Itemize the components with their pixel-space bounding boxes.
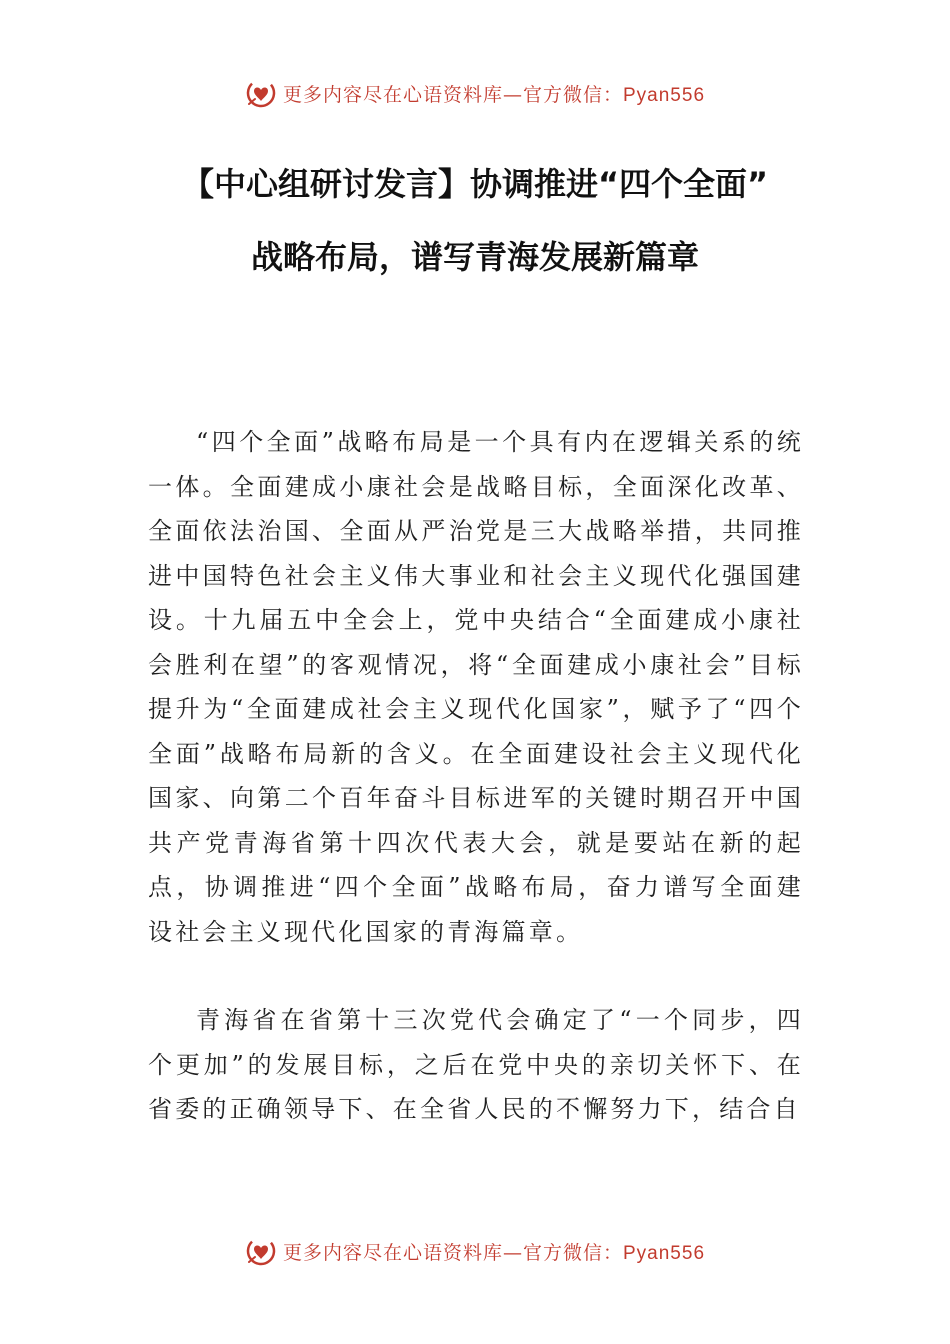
header-watermark-banner bbox=[0, 73, 950, 113]
header-wechat-id: Pyan556 bbox=[623, 84, 706, 106]
title-line-2: 战略布局，谱写青海发展新篇章 bbox=[250, 238, 699, 276]
footer-wechat-id: Pyan556 bbox=[623, 1242, 706, 1264]
title-line-1: 【中心组研讨发言】协调推进“四个全面” bbox=[181, 165, 769, 203]
document-title bbox=[0, 148, 950, 294]
footer-watermark-banner bbox=[0, 1231, 950, 1271]
paragraph-1: “四个全面”战略布局是一个具有内在逻辑关系的统一体。全面建成小康社会是战略目标，全面深化改革、全面依法治国、全面从严治党是三大战略举措，共同推进中国特色社会主义伟大事业和社会主义现代化强国建设。十九届五中全会上，党中央结合“全面建成小康社会胜利在望”的客观情况，将“全面建成小康社会”目标提升为“全面建成社会主义现代化国家”，赋予了“四个全面”战略布局新的含义。在全面建设社会主义现代化国家、向第二个百年奋斗目标进军的关键时期召开中国共产党青海省第十四次代表大会，就是要站在新的起点，协调推进“四个全面”战略布局，奋力谱写全面建设社会主义现代化国家的青海篇章。 bbox=[148, 428, 804, 946]
footer-banner-text: 更多内容尽在心语资料库—官方微信：Pyan556 bbox=[282, 1241, 706, 1264]
paragraph-2: 青海省在省第十三次党代会确定了“一个同步，四个更加”的发展目标，之后在党中央的亲切关怀下、在省委的正确领导下、在全省人民的不懈努力下，结合自 bbox=[148, 1006, 804, 1123]
document-body bbox=[148, 420, 804, 1132]
brush-heart-logo-icon bbox=[245, 1235, 277, 1267]
header-banner-text: 更多内容尽在心语资料库—官方微信：Pyan556 bbox=[282, 83, 706, 106]
brush-heart-logo-icon bbox=[245, 77, 277, 109]
